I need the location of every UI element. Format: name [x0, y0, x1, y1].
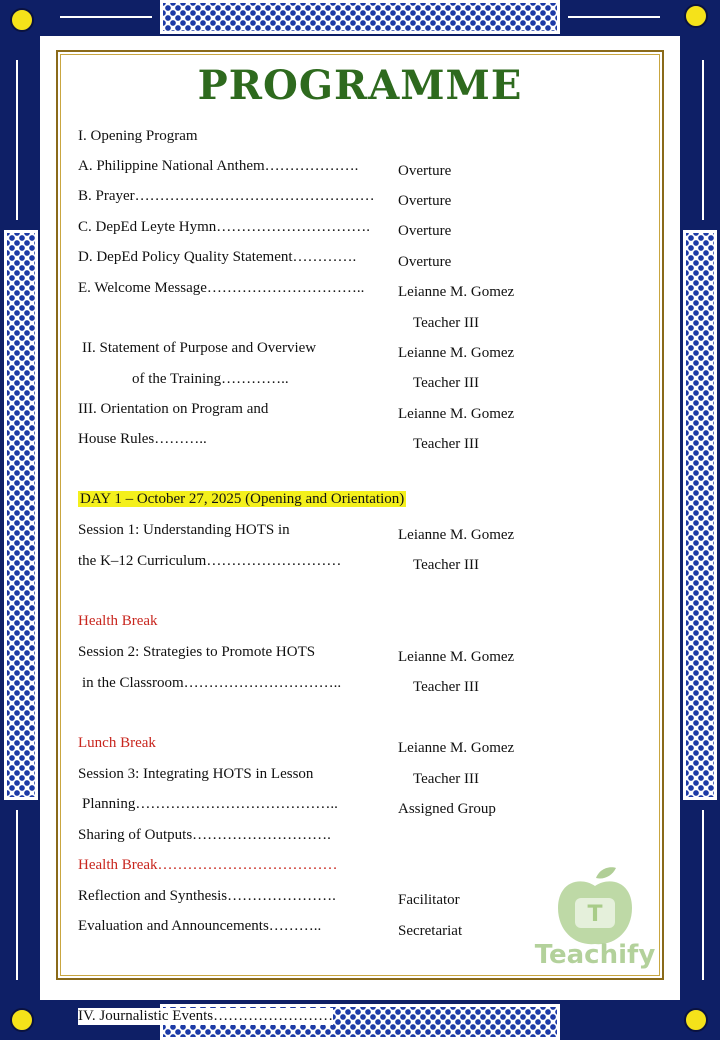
session-item: Session 3: Integrating HOTS in Lesson — [78, 766, 314, 782]
session-item: Planning………………………………….. — [82, 796, 338, 812]
teachify-logo-text: Teachify — [534, 940, 656, 970]
session-item: Session 2: Strategies to Promote HOTS — [78, 644, 316, 660]
opening-program-heading: I. Opening Program — [78, 128, 198, 144]
program-item-role: Teacher III — [413, 315, 479, 331]
frame-line — [16, 810, 18, 980]
top-pattern-strip — [160, 0, 560, 34]
program-item-role: Teacher III — [413, 436, 479, 452]
program-item-person: Leianne M. Gomez — [398, 284, 515, 300]
program-item: II. Statement of Purpose and Overview — [82, 340, 317, 356]
svg-text:T: T — [587, 902, 603, 927]
session-item: in the Classroom………………………….. — [82, 675, 342, 691]
program-item-person: Overture — [398, 223, 452, 239]
program-item: E. Welcome Message………………………….. — [78, 280, 365, 296]
session-person: Leianne M. Gomez — [398, 649, 515, 665]
corner-dot — [684, 4, 708, 28]
session-item: Sharing of Outputs………………………. — [78, 827, 331, 843]
session-item: Reflection and Synthesis…………………. — [78, 888, 336, 904]
program-item: A. Philippine National Anthem………………. — [78, 158, 359, 174]
program-item: D. DepEd Policy Quality Statement…………. — [78, 249, 357, 265]
program-item-role: Teacher III — [413, 375, 479, 391]
program-item: House Rules……….. — [78, 431, 207, 447]
program-item-person: Overture — [398, 193, 452, 209]
program-item: C. DepEd Leyte Hymn…………………………. — [78, 219, 371, 235]
frame-line — [568, 16, 660, 18]
program-item: of the Training………….. — [132, 371, 289, 387]
corner-dot — [684, 1008, 708, 1032]
corner-dot — [10, 8, 34, 32]
session-item: Evaluation and Announcements……….. — [78, 918, 322, 934]
session-role: Teacher III — [413, 771, 479, 787]
page-title: PROGRAMME — [197, 62, 523, 109]
day-heading-text: DAY 1 – October 27, 2025 (Opening and Orientation) — [80, 491, 405, 507]
health-break-label: Health Break — [78, 613, 158, 629]
day-heading — [78, 490, 406, 508]
lunch-break-label: Lunch Break — [78, 735, 156, 751]
health-break-label: Health Break……………………………… — [78, 857, 338, 873]
session-person: Leianne M. Gomez — [398, 740, 515, 756]
frame-line — [60, 16, 152, 18]
program-item: B. Prayer………………………………………… — [78, 188, 375, 204]
session-person: Facilitator — [398, 892, 460, 908]
left-pattern-strip — [4, 230, 38, 800]
corner-dot — [10, 1008, 34, 1032]
frame-line — [702, 810, 704, 980]
session-person: Leianne M. Gomez — [398, 527, 515, 543]
session-person: Assigned Group — [398, 801, 496, 817]
session-item: Session 1: Understanding HOTS in — [78, 522, 290, 538]
session-role: Teacher III — [413, 679, 479, 695]
program-item-person: Leianne M. Gomez — [398, 345, 515, 361]
program-item-person: Overture — [398, 163, 452, 179]
session-role: Teacher III — [413, 557, 479, 573]
program-item-person: Leianne M. Gomez — [398, 406, 515, 422]
session-item: the K–12 Curriculum……………………… — [78, 553, 342, 569]
session-person: Secretariat — [398, 923, 463, 939]
program-item: III. Orientation on Program and — [78, 401, 269, 417]
cut-off-bottom-text: IV. Journalistic Events…………………… — [78, 1008, 334, 1024]
right-pattern-strip — [683, 230, 717, 800]
program-item-person: Overture — [398, 254, 452, 270]
